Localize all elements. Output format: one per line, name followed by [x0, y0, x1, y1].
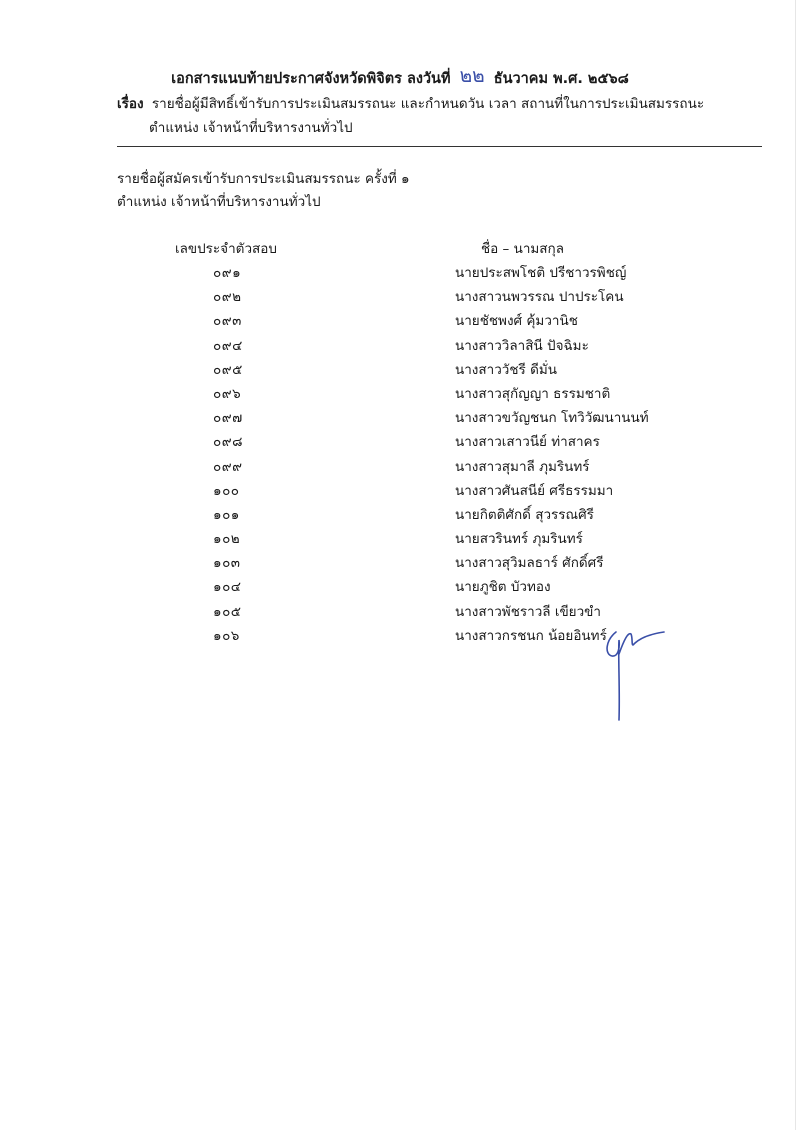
subject-text: รายชื่อผู้มีสิทธิ์เข้ารับการประเมินสมรรถนะ และกำหนดวัน เวลา สถานที่ในการประเมินสมรรถนะ — [151, 96, 705, 112]
header-divider — [117, 146, 762, 147]
exam-id: ๐๙๑ — [213, 265, 242, 281]
candidate-row — [0, 285, 800, 309]
candidate-row — [0, 600, 800, 624]
title-after: ธันวาคม พ.ศ. ๒๕๖๘ — [493, 71, 629, 87]
candidate-row — [0, 334, 800, 358]
candidate-name: นางสาววัชรี ดีมั่น — [455, 361, 557, 378]
exam-id: ๐๙๘ — [213, 434, 244, 451]
exam-id: ๐๙๔ — [213, 337, 243, 354]
exam-id: ๑๐๖ — [213, 627, 240, 644]
candidate-row — [0, 406, 800, 430]
exam-id: ๑๐๕ — [213, 603, 242, 620]
candidate-name: นางสาวเสาวนีย์ ท่าสาคร — [455, 434, 600, 451]
document-title — [0, 62, 800, 92]
subject-line — [117, 92, 757, 114]
candidate-row — [0, 503, 800, 527]
candidate-name: นางสาวกรชนก น้อยอินทร์ — [455, 627, 607, 644]
candidate-list — [0, 261, 800, 648]
candidate-row — [0, 455, 800, 479]
candidate-name: นายกิตติศักดิ์ สุวรรณศิรี — [455, 506, 594, 523]
subject-line-2: ตำแหน่ง เจ้าหน้าที่บริหารงานทั่วไป — [149, 120, 353, 136]
intro-line-1: รายชื่อผู้สมัครเข้ารับการประเมินสมรรถนะ ครั้งที่ ๑ — [117, 171, 410, 187]
candidate-row — [0, 575, 800, 599]
candidate-name: นางสาวนพวรรณ ปาประโคน — [455, 289, 624, 306]
exam-id: ๐๙๗ — [213, 410, 243, 427]
candidate-name: นางสาวขวัญชนก โทวิวัฒนานนท์ — [455, 410, 649, 427]
candidate-row — [0, 430, 800, 454]
exam-id: ๐๙๙ — [213, 458, 243, 475]
exam-id: ๑๐๑ — [213, 506, 240, 523]
exam-id: ๐๙๓ — [213, 313, 242, 330]
exam-id: ๑๐๒ — [213, 531, 241, 548]
exam-id: ๑๐๐ — [213, 482, 240, 499]
candidate-row — [0, 382, 800, 406]
title-before: เอกสารแนบท้ายประกาศจังหวัดพิจิตร ลงวันที่ — [171, 71, 451, 87]
column-header-exam-id: เลขประจำตัวสอบ — [175, 241, 277, 257]
exam-id: ๐๙๕ — [213, 361, 243, 378]
exam-id: ๑๐๓ — [213, 555, 241, 572]
candidate-row — [0, 527, 800, 551]
candidate-name: นางสาวศันสนีย์ ศรีธรรมมา — [455, 482, 614, 499]
candidate-name: นางสาวสุวิมลธาร์ ศักดิ์ศรี — [455, 555, 604, 572]
candidate-row — [0, 309, 800, 333]
candidate-row — [0, 358, 800, 382]
signature-mark — [598, 610, 668, 725]
candidate-name: นายสวรินทร์ ภุมรินทร์ — [455, 531, 583, 548]
candidate-name: นางสาววิลาสินี ปัจฉิมะ — [455, 337, 589, 354]
title-day-handwritten: ๒๒ — [459, 65, 485, 87]
subject-keyword: เรื่อง — [117, 96, 144, 112]
candidate-row — [0, 624, 800, 648]
exam-id: ๐๙๒ — [213, 289, 242, 306]
candidate-name: นายชัชพงศ์ คุ้มวานิช — [455, 313, 578, 330]
candidate-row — [0, 551, 800, 575]
intro-line-2: ตำแหน่ง เจ้าหน้าที่บริหารงานทั่วไป — [117, 194, 321, 210]
candidate-name: นางสาวสุมาลี ภุมรินทร์ — [455, 458, 590, 475]
candidate-name: นางสาวสุกัญญา ธรรมชาติ — [455, 385, 611, 402]
candidate-name: นายภูชิต บัวทอง — [455, 579, 551, 596]
candidate-name: นางสาวพัชราวลี เขียวขำ — [455, 603, 601, 620]
candidate-name: นายประสพโชติ ปรีชาวรพิชญ์ — [455, 265, 627, 281]
exam-id: ๑๐๔ — [213, 579, 242, 596]
exam-id: ๐๙๖ — [213, 385, 242, 402]
candidate-row — [0, 479, 800, 503]
candidate-row — [0, 261, 800, 285]
column-header-full-name: ชื่อ – นามสกุล — [481, 241, 564, 257]
